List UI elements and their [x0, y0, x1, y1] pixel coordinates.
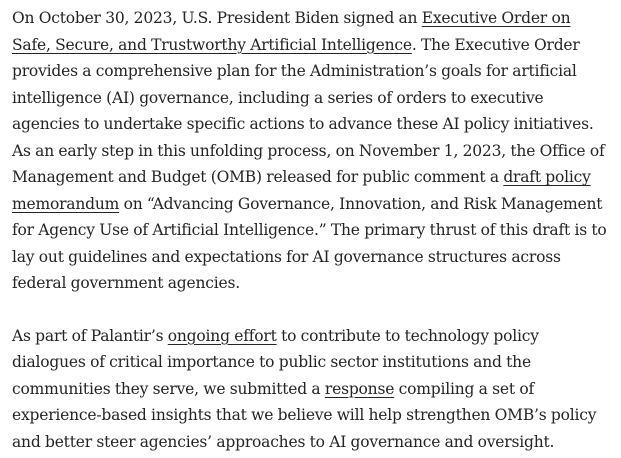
paragraph-text: to contribute to technology policy dialogues of critical importance to public sector institutions and the communities they serve, we submitted a [12, 326, 539, 398]
paragraph-text: On October 30, 2023, U.S. President Biden signed an [12, 9, 422, 27]
paragraph-text: on “Advancing Governance, Innovation, and Risk Management for Agency Use of Artificial Intelligence.” The primary thrust of this draft is to lay out guidelines and expectations for AI governance structures across federal government agencies. [12, 194, 607, 292]
paragraph-text: As part of Palantir’s [12, 326, 168, 345]
paragraph-text: compiling a set of experience-based insights that we believe will help strengthen OMB’s policy and better steer agencies’ approaches to AI governance and oversight. [12, 379, 597, 451]
paragraph-text: . The Executive Order provides a comprehensive plan for the Administration’s goals for artificial intelligence (AI) governance, including a series of orders to executive agencies to undertake specific actions to advance these AI policy initiatives. As an early step in this unfolding process, on November 1, 2023, the Office of Management and Budget (OMB) released for public comment a [12, 35, 605, 186]
draft-policy-memorandum-link[interactable]: draft policy memorandum [12, 168, 591, 213]
paragraph-palantir-response [12, 323, 612, 456]
article-body [12, 5, 612, 455]
executive-order-link[interactable]: Executive Order on Safe, Secure, and Trustworthy Artificial Intelligence [12, 9, 571, 54]
paragraph-executive-order [12, 5, 612, 297]
response-link[interactable]: response [324, 379, 395, 398]
ongoing-effort-link[interactable]: ongoing effort [167, 326, 277, 345]
